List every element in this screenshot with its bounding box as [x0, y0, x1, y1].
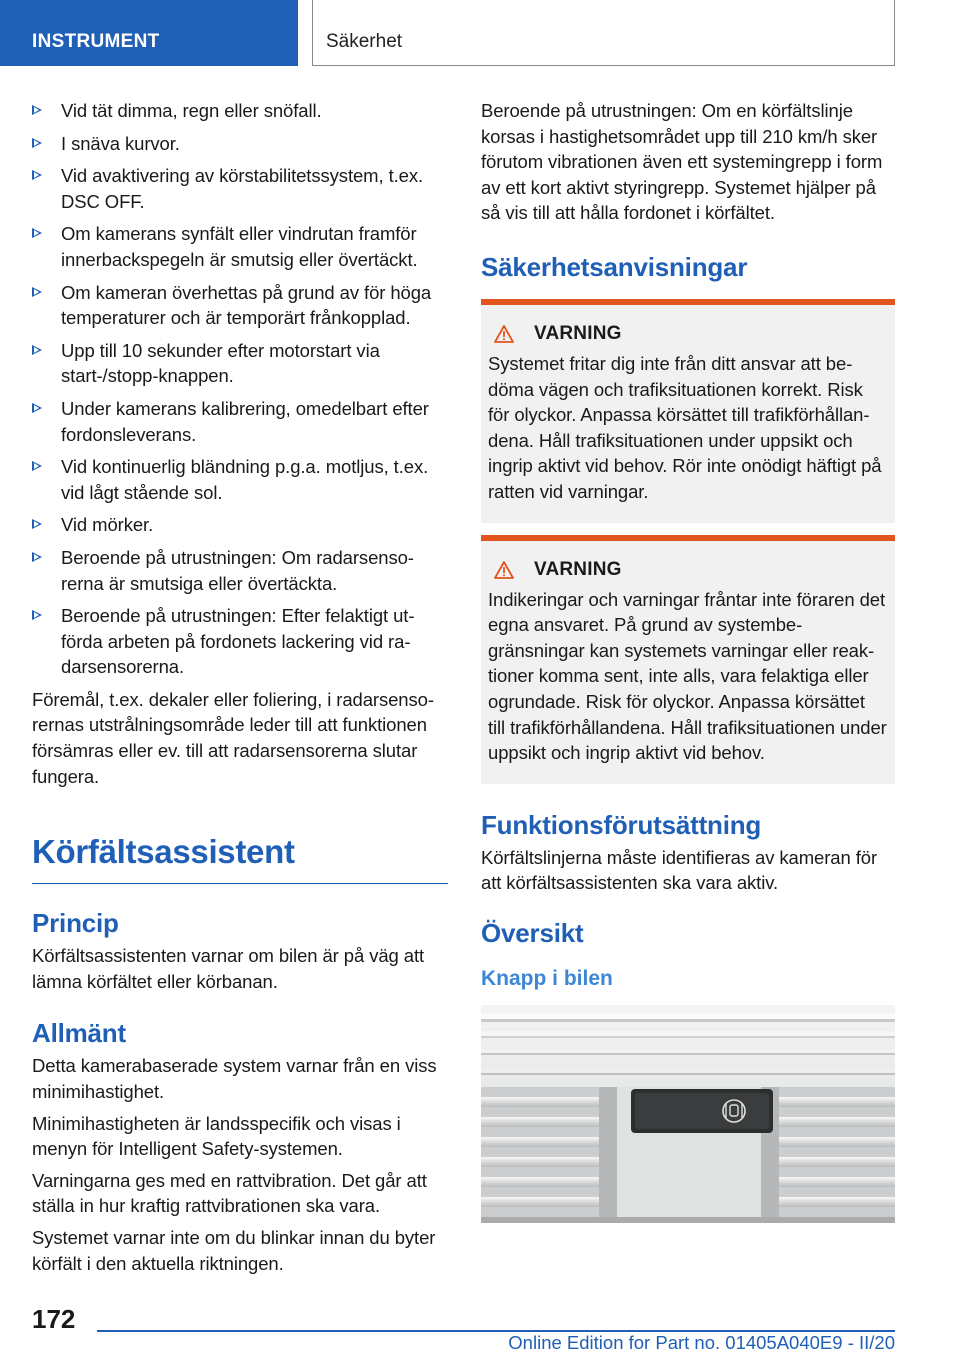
principle-heading: Princip [32, 908, 119, 939]
page-header [0, 0, 960, 66]
bullet-text: Vid kontinuerlig bländning p.g.a. motljus, t.ex. vid lågt stående sol. [61, 456, 429, 503]
bullet-item [32, 603, 448, 680]
bullet-triangle-icon [32, 403, 42, 413]
general-paragraph: Systemet varnar inte om du blinkar innan du byter körfält i den aktuella riktningen. [32, 1227, 436, 1274]
edition-footer: Online Edition for Part no. 01405A040E9 - II/20 [508, 1332, 895, 1353]
overview-heading: Översikt [481, 917, 584, 948]
chapter-title: Körfältsassistent [32, 833, 448, 884]
warning-title: VARNING [534, 558, 622, 580]
bullet-triangle-icon [32, 345, 42, 355]
bullet-text: Om kameran överhettas på grund av för höga temperaturer och är temporärt frånkopplad. [61, 281, 432, 329]
warning-title: VARNING [534, 322, 622, 344]
bullet-text: Vid avaktivering av körstabilitetssystem, t.ex. DSC OFF. [61, 165, 424, 212]
bullet-triangle-icon [32, 552, 42, 562]
principle-text: Körfältsassistenten varnar om bilen är på väg att lämna körfältet eller körbanan. [32, 945, 425, 992]
bullet-text: Beroende på utrustningen: Efter felaktigt utförda arbeten på fordonets lackering vid radarsensorerna. [61, 605, 415, 678]
warning-box [481, 299, 895, 523]
bullet-item [32, 338, 448, 389]
bullet-triangle-icon [32, 519, 42, 529]
requirements-text: Körfältslinjerna måste identifieras av kameran för att körfältsassistenten ska vara aktiv. [481, 846, 878, 894]
section-tab: INSTRUMENT [0, 0, 298, 66]
warning-text: Systemet fritar dig inte från ditt ansvar att bedöma vägen och trafiksituationen korrekt. Risk för olyckor. Anpassa körsättet till trafikförhållandena. Håll trafiksituationen under uppsikt och ingrip aktivt vid behov. Rör inte onödigt häftigt på ratten vid varningar. [488, 352, 882, 502]
general-heading: Allmänt [32, 1018, 126, 1049]
bullet-triangle-icon [32, 105, 42, 115]
bullet-item [32, 280, 448, 331]
bullet-text: Vid tät dimma, regn eller snöfall. [61, 100, 322, 121]
bullet-triangle-icon [32, 228, 42, 238]
warning-box [481, 535, 895, 784]
warning-text: Indikeringar och varningar fråntar inte föraren det egna ansvaret. På grund av systembegränsningar kan systemets varningar eller reaktioner komma sent, inte alls, vara felaktiga eller ogrundade. Risk för olyckor. Anpassa körsättet till trafikförhållandena. Håll trafiksituationen under uppsikt och ingrip aktivt vid behov. [488, 588, 887, 764]
button-heading: Knapp i bilen [481, 966, 613, 990]
warning-triangle-icon [494, 561, 514, 579]
bullet-item [32, 163, 448, 214]
bullet-text: Under kamerans kalibrering, omedelbart efter fordonsleverans. [61, 397, 429, 445]
warning-triangle-icon [494, 325, 514, 343]
requirements-heading: Funktionsförutsättning [481, 809, 762, 840]
bullet-triangle-icon [32, 170, 42, 180]
bullet-item [32, 454, 448, 505]
right-column [481, 98, 895, 1223]
limitations-list [32, 98, 448, 680]
bullet-item [32, 512, 448, 538]
objects-paragraph: Föremål, t.ex. dekaler eller foliering, i radarsensorernas utstrålningsområde leder till att funktionen försämras eller ev. till att radarsensorerna slutar fungera. [32, 688, 434, 787]
general-paragraph: Detta kamerabaserade system varnar från en viss minimihastighet. [32, 1055, 437, 1103]
intro-paragraph: Beroende på utrustningen: Om en körfältslinje korsas i hastighetsområdet upp till 210 km/h sker förutom vibrationen även ett systemingrepp i form av ett kort aktivt styringrepp. Systemet hjälper på så vis till att hålla fordonet i körfältet. [481, 100, 883, 224]
bullet-item [32, 131, 448, 157]
general-paragraph: Varningarna ges med en rattvibration. Det går att ställa in hur kraftig rattvibrationen ska vara. [32, 1169, 427, 1217]
general-paragraph: Minimihastigheten är landsspecifik och visas i menyn för Intelligent Safety-systemen. [32, 1112, 401, 1160]
left-column [32, 98, 448, 1282]
bullet-item [32, 396, 448, 447]
button-photo [481, 1005, 895, 1223]
bullet-triangle-icon [32, 287, 42, 297]
bullet-triangle-icon [32, 461, 42, 471]
bullet-triangle-icon [32, 610, 42, 620]
bullet-text: Beroende på utrustningen: Om radarsensorerna är smutsiga eller övertäckta. [61, 546, 414, 594]
bullet-text: Om kamerans synfält eller vindrutan framför innerbackspegeln är smutsig eller övertäckt. [61, 223, 418, 270]
safety-heading: Säkerhetsanvisningar [481, 251, 748, 282]
dashboard-button-illustration [481, 1005, 895, 1223]
bullet-text: I snäva kurvor. [61, 132, 180, 154]
bullet-triangle-icon [32, 138, 42, 148]
bullet-item [32, 98, 448, 124]
page-number: 172 [32, 1304, 76, 1334]
bullet-text: Upp till 10 sekunder efter motorstart via start-/stopp-knappen. [61, 339, 380, 387]
bullet-text: Vid mörker. [61, 514, 154, 536]
bullet-item [32, 545, 448, 596]
chapter-tab: Säkerhet [312, 0, 895, 66]
bullet-item [32, 221, 448, 272]
